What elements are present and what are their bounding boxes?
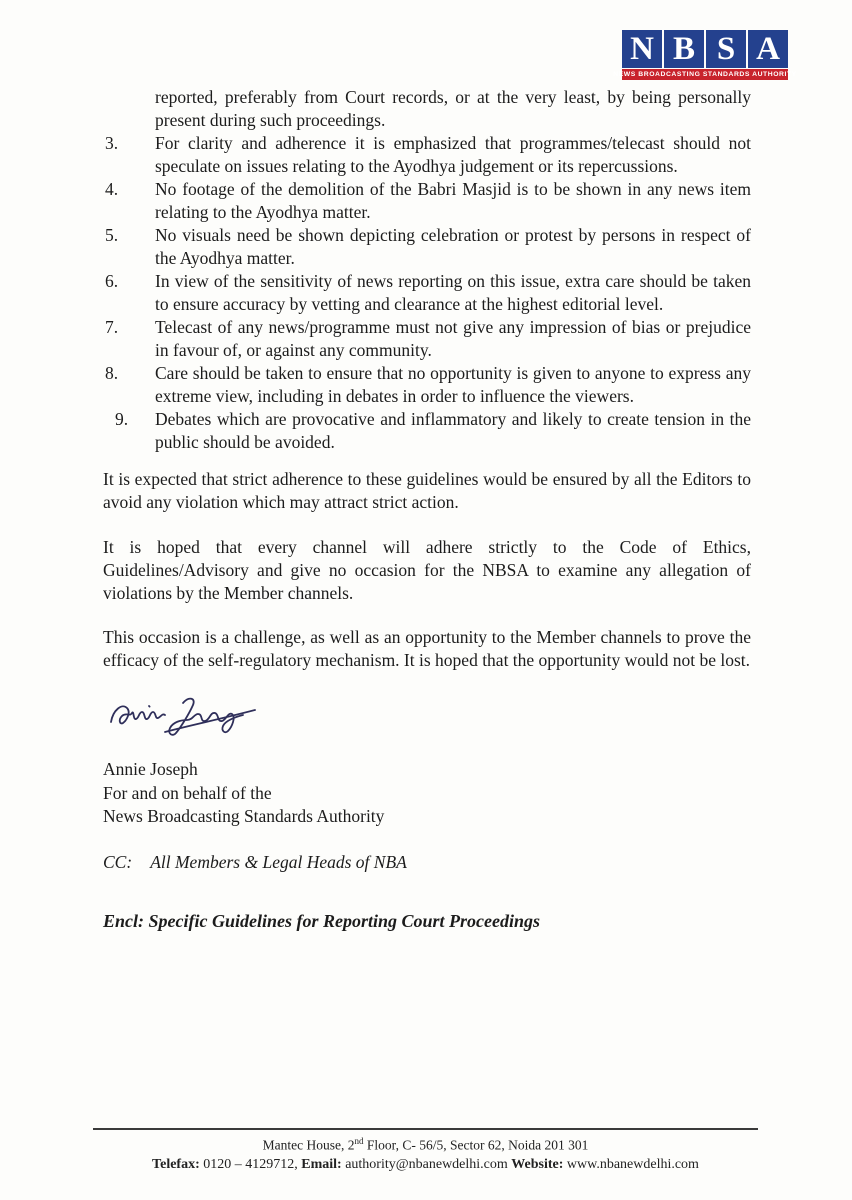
nbsa-logo (613, 30, 797, 80)
list-item-number: 3. (105, 133, 119, 153)
nbsa-logo-letters (622, 30, 788, 68)
list-item-text: Debates which are provocative and inflammatory and likely to create tension in the public should be avoided. (155, 409, 751, 452)
list-item-text: No visuals need be shown depicting celebration or protest by persons in respect of the Ayodhya matter. (155, 225, 751, 268)
signatory-name: Annie Joseph (103, 759, 198, 779)
logo-letter-s: S (706, 30, 746, 68)
list-item-5 (103, 224, 751, 270)
list-item-text: Care should be taken to ensure that no opportunity is given to anyone to express any extreme view, including in debates in order to influence the viewers. (155, 363, 751, 406)
list-item-number: 4. (105, 179, 119, 199)
list-item-text: No footage of the demolition of the Babri Masjid is to be shown in any news item relating to the Ayodhya matter. (155, 179, 751, 222)
footer-address-suffix: Floor, C- 56/5, Sector 62, Noida 201 301 (363, 1137, 589, 1153)
list-item-9 (103, 408, 751, 454)
list-item-text: In view of the sensitivity of news reporting on this issue, extra care should be taken to ensure accuracy by vetting and clearance at the highest editorial level. (155, 271, 751, 314)
letter-body (103, 86, 751, 933)
website-value: www.nbanewdelhi.com (563, 1156, 699, 1172)
paragraph-hope: It is hoped that every channel will adhere strictly to the Code of Ethics, Guidelines/Advisory and give no occasion for the NBSA to examine any allegation of violations by the Member channels. (103, 537, 751, 603)
cc-label: CC: (103, 851, 133, 872)
logo-letter-n: N (622, 30, 662, 68)
footer-contacts (93, 1155, 758, 1174)
list-item-3 (103, 132, 751, 178)
list-item-8 (103, 362, 751, 408)
list-item-text: For clarity and adherence it is emphasized that programmes/telecast should not speculate on issues relating to the Ayodhya judgement or its repercussions. (155, 133, 751, 176)
list-item-text: reported, preferably from Court records, or at the very least, by being personally present during such proceedings. (155, 87, 751, 130)
footer-address-ordinal: nd (354, 1136, 364, 1146)
email-value: authority@nbanewdelhi.com (341, 1156, 512, 1172)
paragraph-occasion: This occasion is a challenge, as well as an opportunity to the Member channels to prove the efficacy of the self-regulatory mechanism. It is hoped that the opportunity would not be lost. (103, 627, 751, 670)
telefax-value: 0120 – 4129712, (199, 1156, 302, 1172)
logo-letter-b: B (664, 30, 704, 68)
list-item-number: 8. (105, 363, 119, 383)
cc-line (103, 851, 751, 874)
list-item-6 (103, 270, 751, 316)
list-item-text: Telecast of any news/programme must not give any impression of bias or prejudice in favour of, or against any community. (155, 317, 751, 360)
cc-text: All Members & Legal Heads of NBA (150, 851, 407, 872)
list-item-number: 7. (105, 317, 119, 337)
footer-address (93, 1132, 758, 1155)
telefax-label: Telefax: (152, 1156, 200, 1172)
list-item-number: 5. (105, 225, 119, 245)
footer-address-prefix: Mantec House, 2 (262, 1137, 355, 1153)
nbsa-logo-tagline: NEWS BROADCASTING STANDARDS AUTHORITY (613, 71, 797, 78)
enclosure-line: Encl: Specific Guidelines for Reporting Court Proceedings (103, 910, 541, 931)
list-item-4 (103, 178, 751, 224)
list-item-continuation (103, 86, 751, 132)
paragraph-adherence: It is expected that strict adherence to these guidelines would be ensured by all the Editors to avoid any violation which may attract strict action. (103, 469, 751, 512)
website-label: Website: (511, 1156, 564, 1172)
list-item-7 (103, 316, 751, 362)
signatory-line3: News Broadcasting Standards Authority (103, 806, 385, 826)
signature-svg (103, 682, 273, 740)
signatory-line2: For and on behalf of the (103, 782, 272, 803)
list-item-number: 9. (115, 409, 129, 429)
footer (93, 1128, 758, 1174)
signatory-block (103, 758, 751, 829)
email-label: Email: (301, 1156, 342, 1172)
list-item-number: 6. (105, 271, 119, 291)
logo-letter-a: A (748, 30, 788, 68)
signature-image (103, 682, 751, 740)
